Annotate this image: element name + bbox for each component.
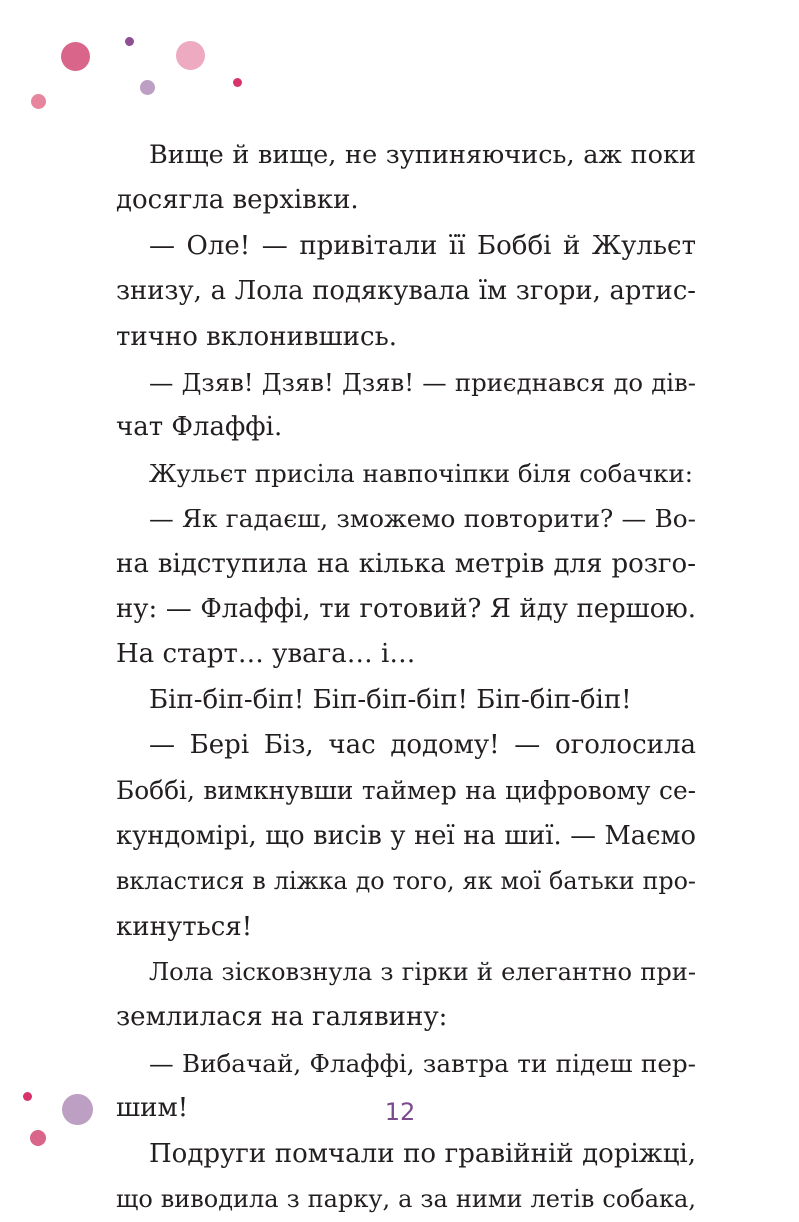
text-line: що виводила з парку, а за ними летів собака, xyxy=(116,1184,696,1213)
text-line: — Вибачай, Флаффі, завтра ти підеш пер- xyxy=(149,1048,696,1078)
text-line: тично вклонившись. xyxy=(116,321,397,352)
text-line: кинуться! xyxy=(116,911,253,942)
decorative-dot xyxy=(62,1094,93,1125)
decorative-dot xyxy=(140,80,155,95)
text-line: чат Флаффі. xyxy=(116,412,283,443)
text-line: ну: — Флаффі, ти готовий? Я йду першою. xyxy=(116,593,696,624)
text-line: знизу, а Лола подякувала їм згори, артис- xyxy=(116,276,696,307)
text-line: досягла верхівки. xyxy=(116,185,359,216)
text-line: Подруги помчали по гравійній доріжці, xyxy=(149,1138,696,1169)
text-line: — Дзяв! Дзяв! Дзяв! — приєднався до дів- xyxy=(149,367,696,397)
text-line: шим! xyxy=(116,1093,189,1124)
decorative-dot xyxy=(233,78,242,87)
text-line: Біп-біп-біп! Біп-біп-біп! Біп-біп-біп! xyxy=(149,684,632,715)
page-number: 12 xyxy=(384,1098,416,1126)
decorative-dot xyxy=(61,42,90,71)
text-line: землилася на галявину: xyxy=(116,1002,448,1033)
text-line: — Бері Біз, час додому! — оголосила xyxy=(149,730,696,761)
text-line: Лола зісковзнула з гірки й елегантно при- xyxy=(149,958,696,987)
decorative-dot xyxy=(23,1092,32,1101)
decorative-dot xyxy=(125,37,134,46)
decorative-dot xyxy=(176,41,205,70)
body-text xyxy=(116,133,696,1222)
text-line: Жульєт присіла навпочіпки біля собачки: xyxy=(149,458,693,488)
decorative-dot xyxy=(31,94,46,109)
text-line: — Оле! — привітали її Боббі й Жульєт xyxy=(149,230,696,261)
text-line: Вище й вище, не зупиняючись, аж поки xyxy=(149,140,696,170)
text-line: вкластися в ліжка до того, як мої батьки про- xyxy=(116,867,696,896)
text-line: На старт… увага… і… xyxy=(116,639,416,670)
text-line: кундомірі, що висів у неї на шиї. — Маємо xyxy=(116,820,696,851)
decorative-dot xyxy=(30,1130,46,1146)
text-line: Боббі, вимкнувши таймер на цифровому се- xyxy=(116,776,696,806)
text-line: — Як гадаєш, зможемо повторити? — Во- xyxy=(149,504,696,534)
text-line: на відступила на кілька метрів для розго- xyxy=(116,548,696,579)
